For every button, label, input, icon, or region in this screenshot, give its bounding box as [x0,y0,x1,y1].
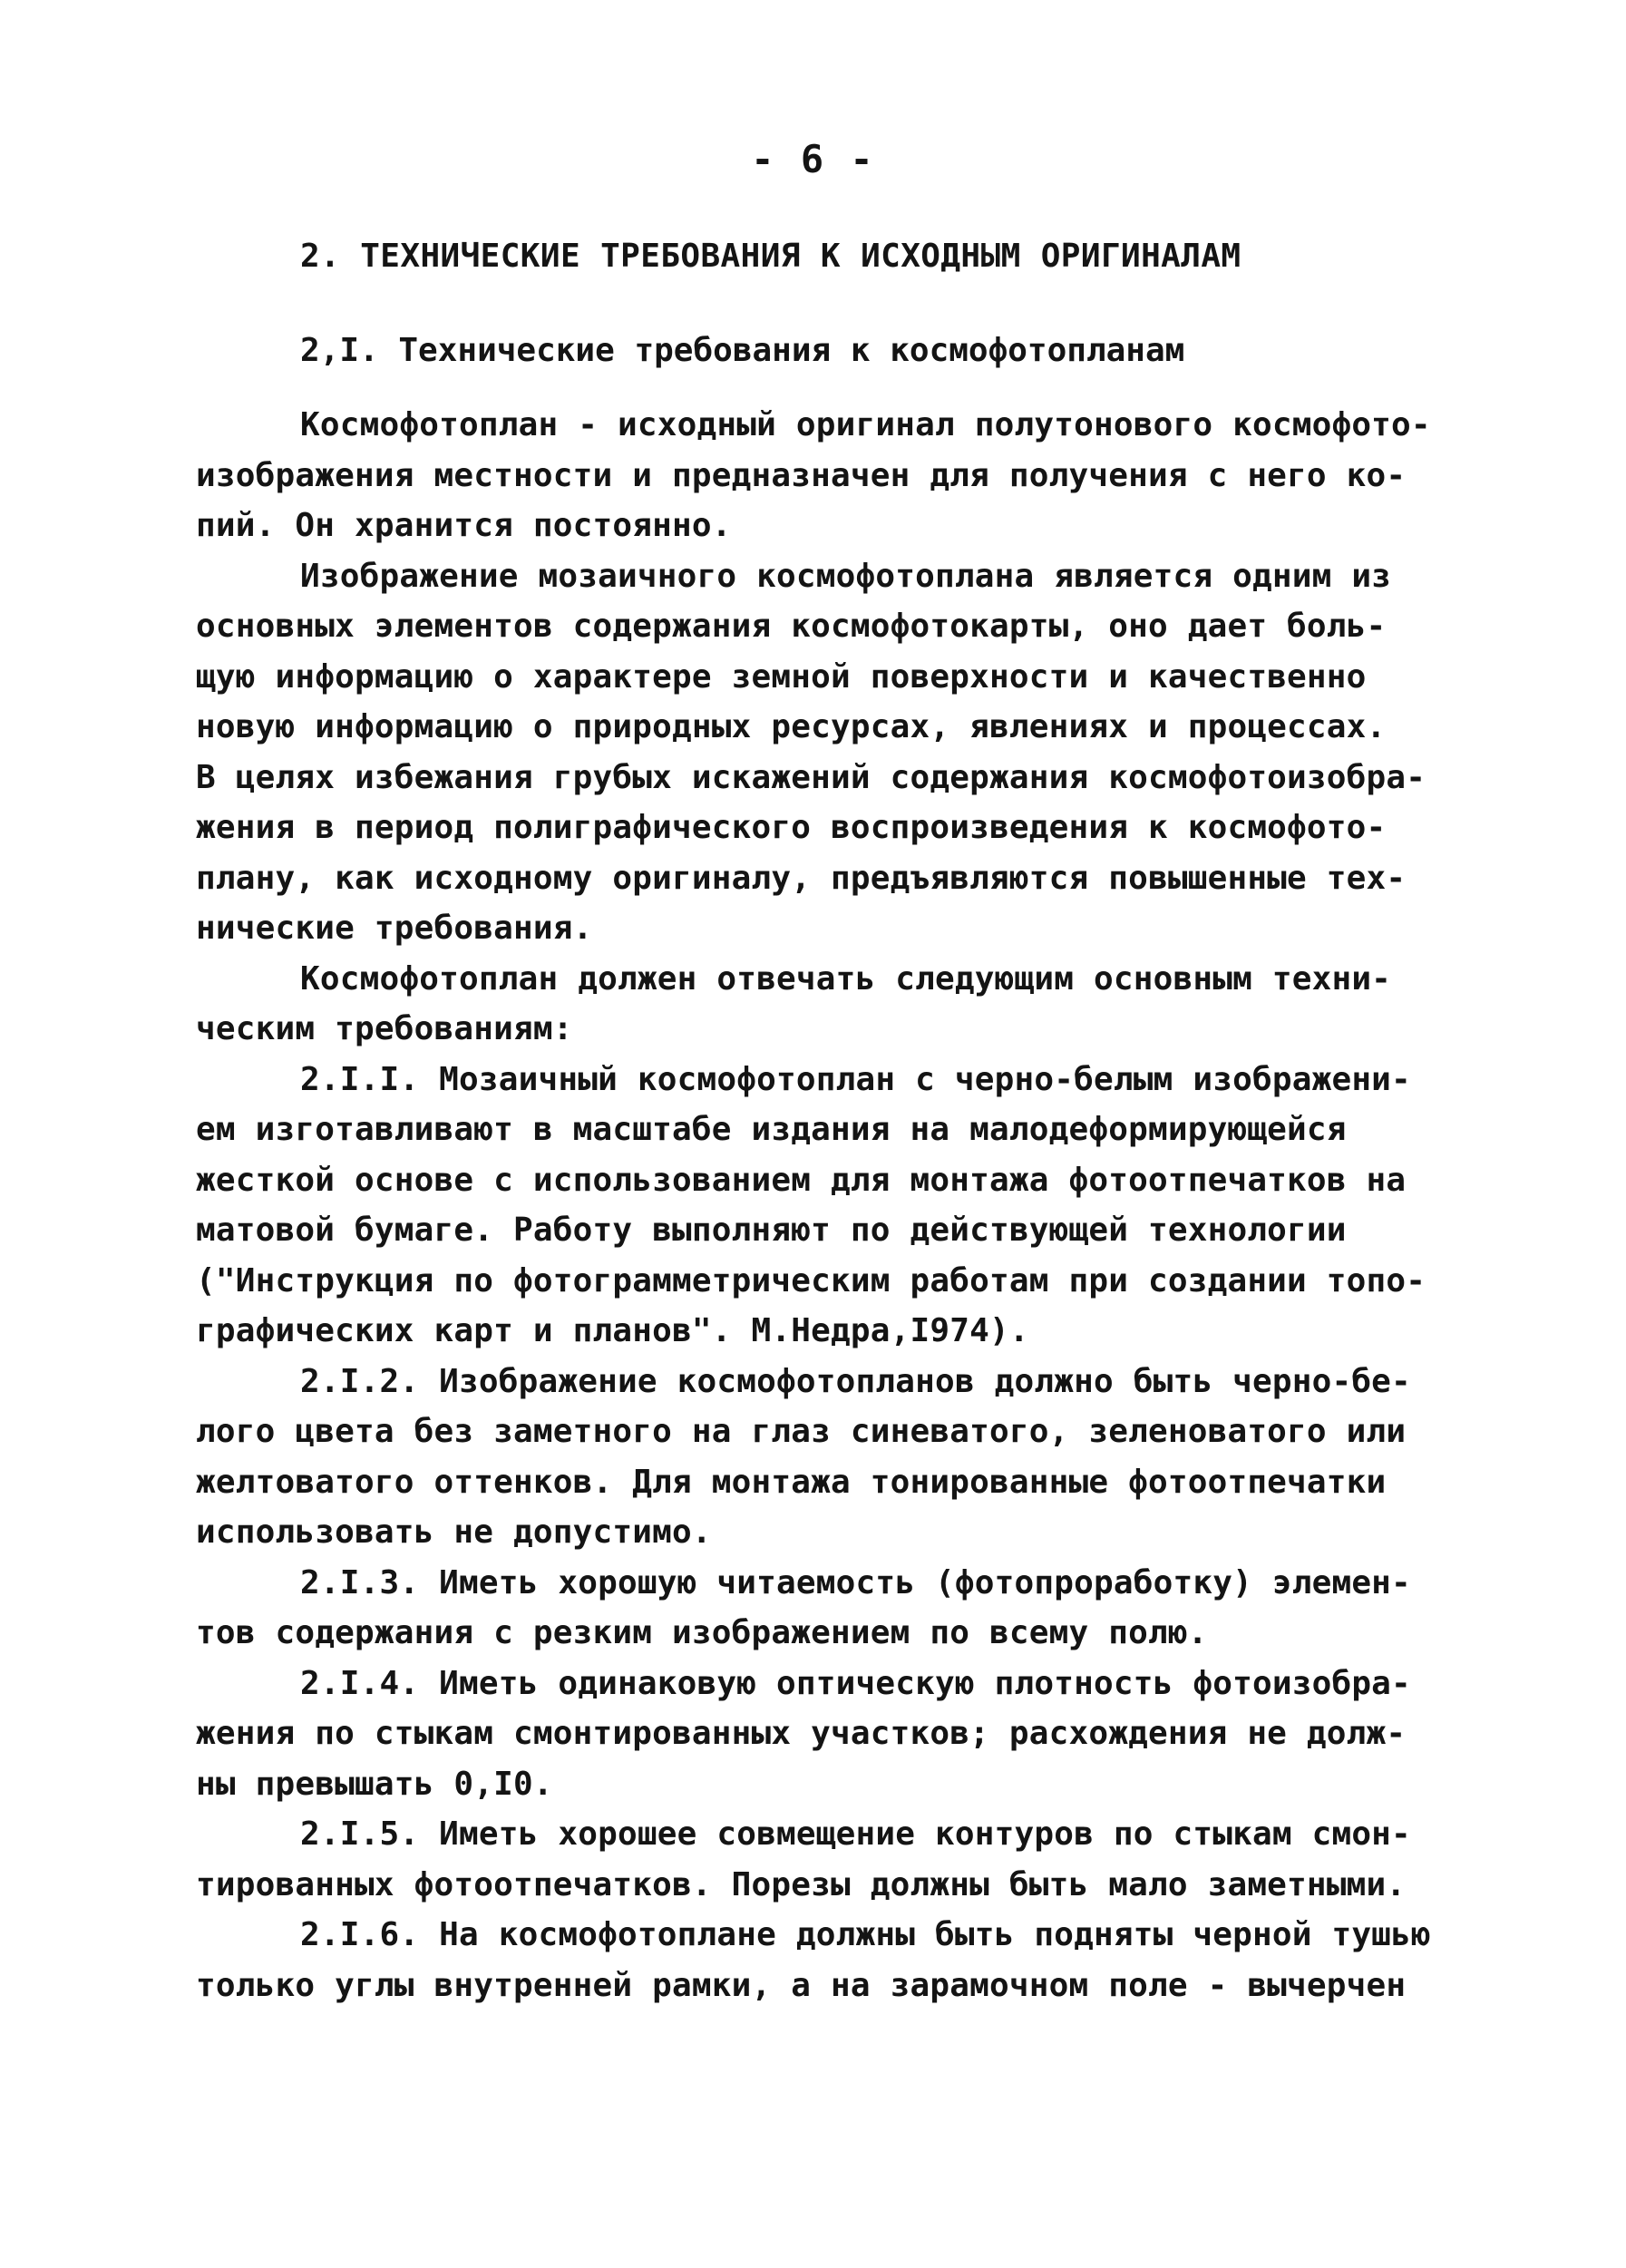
text-line: тированных фотоотпечатков. Порезы должны быть мало заметными. [196,1865,1407,1903]
text-line: 2.I.I. Мозаичный космофотоплан с черно-белым изображени- [300,1060,1411,1098]
text-line: желтоватого оттенков. Для монтажа тонированные фотоотпечатки [196,1463,1387,1501]
text-line: ческим требованиям: [196,1010,573,1047]
text-line: щую информацию о характере земной поверхности и качественно [196,657,1367,696]
text-line: ("Инструкция по фотограмметрическим работам при создании топо- [196,1261,1426,1299]
text-line: 2.I.5. Иметь хорошее совмещение контуров по стыкам смон- [300,1815,1411,1853]
text-line: жения по стыкам смонтированных участков; расхождения не долж- [196,1715,1407,1752]
text-line: Космофотоплан - исходный оригинал полутонового космофото- [300,406,1431,443]
text-line: графических карт и планов". М.Недра,I974). [196,1312,1029,1349]
text-line: В целях избежания грубых искажений содержания космофотоизобра- [196,758,1426,796]
text-line: изображения местности и предназначен для получения с него ко- [196,456,1407,494]
text-line: основных элементов содержания космофотокарты, оно дает боль- [196,608,1387,645]
text-line: 2.I.3. Иметь хорошую читаемость (фотопроработку) элемен- [300,1563,1411,1601]
section-heading: 2. ТЕХНИЧЕСКИЕ ТРЕБОВАНИЯ К ИСХОДНЫМ ОРИГИНАЛАМ [300,238,1241,275]
text-line: лого цвета без заметного на глаз синеватого, зеленоватого или [196,1413,1407,1450]
text-line: Изображение мозаичного космофотоплана является одним из [300,557,1392,595]
text-line: новую информацию о природных ресурсах, явлениях и процессах. [196,708,1387,745]
body-text [196,400,1484,2010]
subsection-heading: 2,I. Технические требования к космофотопланам [300,332,1185,369]
text-line: пий. Он хранится постоянно. [196,507,732,544]
text-line: тов содержания с резким изображением по всему полю. [196,1614,1208,1651]
text-line: 2.I.6. На космофотоплане должны быть подняты черной тушью [300,1916,1431,1953]
text-line: 2.I.2. Изображение космофотопланов должно быть черно-бе- [300,1362,1411,1400]
text-line: нические требования. [196,910,593,947]
text-line: ны превышать 0,I0. [196,1765,553,1803]
text-line: только углы внутренней рамки, а на зарамочном поле - вычерчен [196,1966,1407,2004]
text-line: матовой бумаге. Работу выполняют по действующей технологии [196,1212,1347,1249]
text-line: Космофотоплан должен отвечать следующим основным техни- [300,959,1392,998]
text-line: ем изготавливают в масштабе издания на малодеформирующейся [196,1111,1347,1148]
page-number: - 6 - [751,137,875,181]
text-line: жения в период полиграфического воспроизведения к космофото- [196,809,1387,846]
text-line: 2.I.4. Иметь одинаковую оптическую плотность фотоизобра- [300,1664,1411,1702]
text-line: плану, как исходному оригиналу, предъявляются повышенные тех- [196,859,1407,897]
text-line: жесткой основе с использованием для монтажа фотоотпечатков на [196,1161,1407,1199]
text-line: использовать не допустимо. [196,1514,712,1551]
